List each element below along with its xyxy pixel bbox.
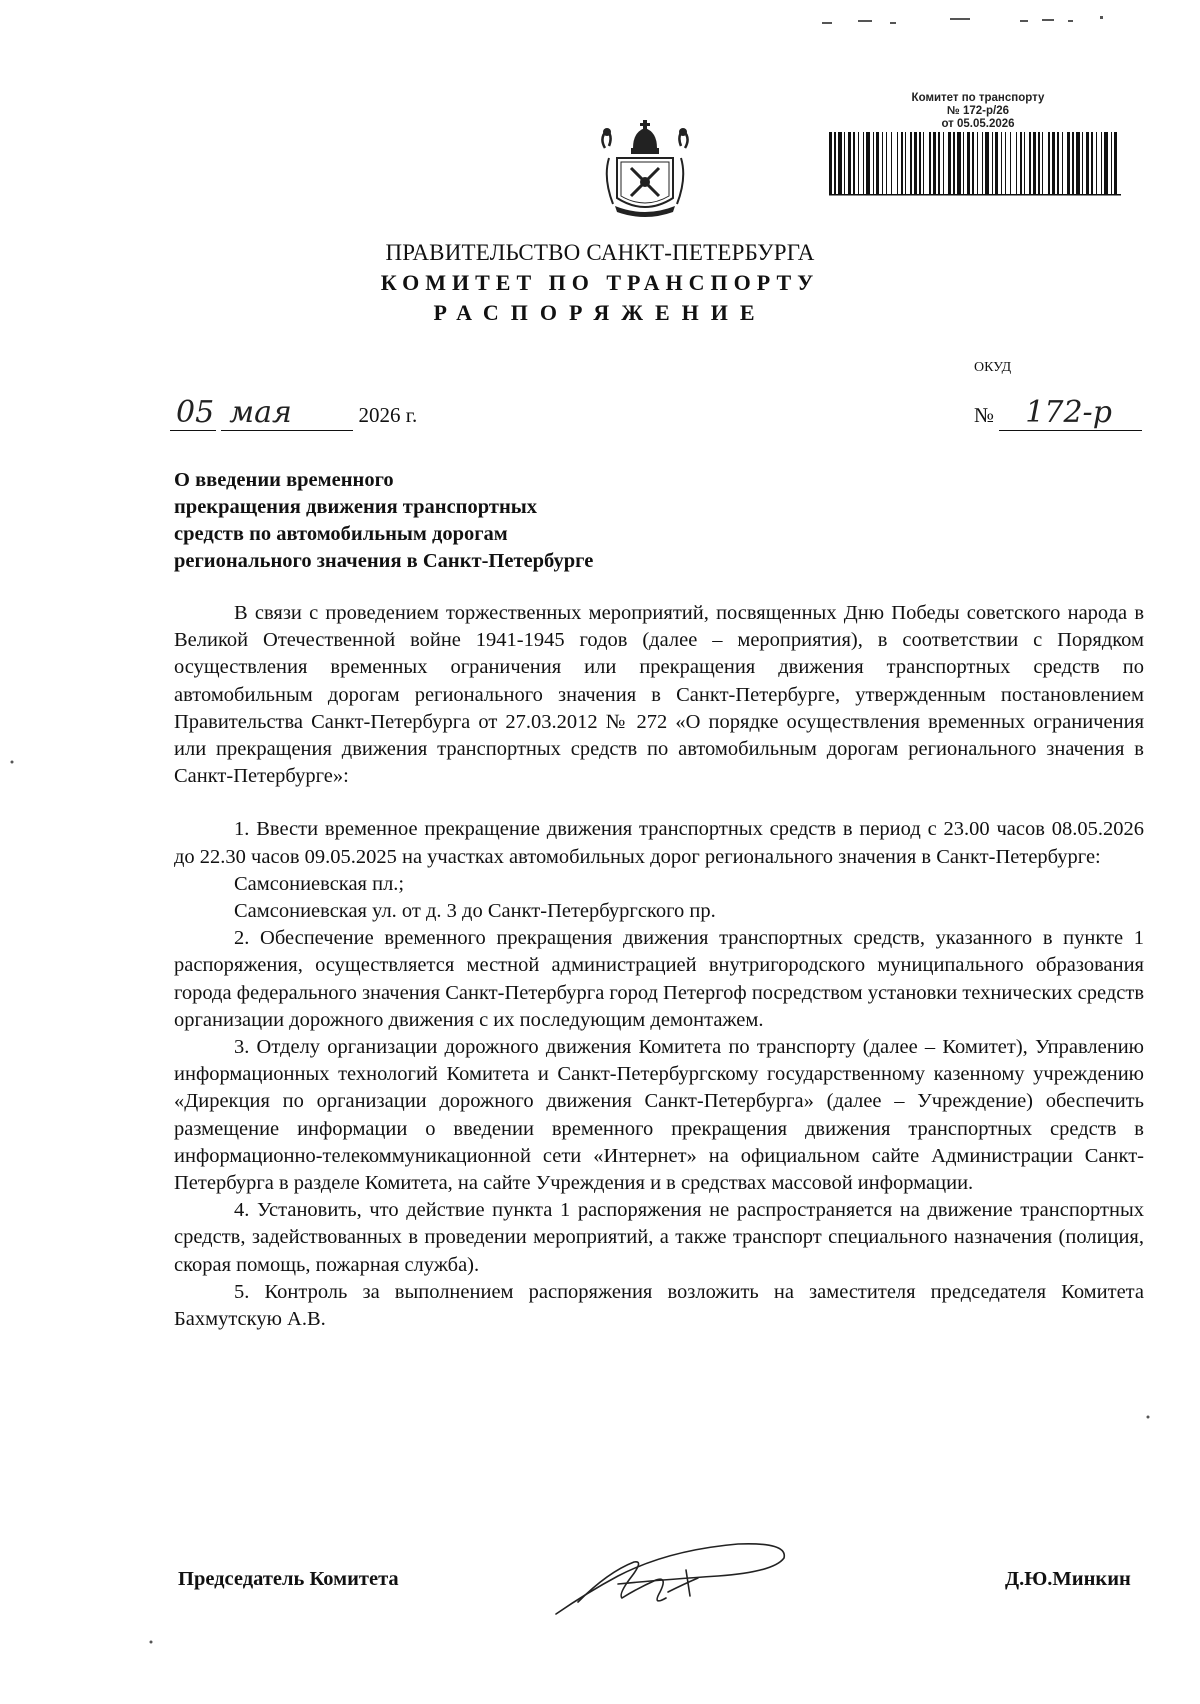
coat-of-arms-icon bbox=[595, 118, 695, 220]
date-year: 2026 г. bbox=[358, 403, 418, 427]
handwritten-signature-icon bbox=[548, 1532, 808, 1622]
preamble-paragraph: В связи с проведением торжественных мероприятий, посвященных Дню Победы советского народа в Великой Отечественной войне 1941-1945 годов (далее – мероприятия), в соответствии с Порядком осуществления временных ограничения или прекращения движения транспортных средств по автомобильным дорогам регионального значения в Санкт-Петербурге, утвержденным постановлением Правительства Санкт-Петербурга от 27.03.2012 № 272 «О порядке осуществления временных ограничения или прекращения движения транспортных средств по автомобильным дорогам регионального значения в Санкт-Петербурге»: bbox=[174, 602, 1144, 788]
barcode-icon bbox=[825, 128, 1125, 200]
title-line: прекращения движения транспортных bbox=[174, 496, 538, 518]
stamp-line-3: от 05.05.2026 bbox=[941, 118, 1015, 130]
document-date bbox=[170, 395, 418, 431]
item-5-paragraph: 5. Контроль за выполнением распоряжения возложить на заместителя председателя Комитета Бахмутскую А.В. bbox=[174, 1280, 1144, 1331]
title-line: регионального значения в Санкт-Петербурге bbox=[174, 550, 594, 572]
handwritten-number: 172-р bbox=[999, 398, 1142, 431]
stamp-line-2: № 172-р/26 bbox=[946, 105, 1010, 117]
document-number bbox=[974, 395, 1142, 431]
item-2-paragraph: 2. Обеспечение временного прекращения движения транспортных средств, указанного в пункте 1 распоряжения, осуществляется местной администрацией внутригородского муниципального образования города федерального значения Санкт-Петербурга город Петергоф посредством установки технических средств организации дорожного движения с их последующим демонтажем. bbox=[174, 927, 1144, 1031]
title-line: О введении временного bbox=[174, 469, 394, 491]
document-body bbox=[174, 600, 1144, 1333]
okud-label: ОКУД bbox=[974, 360, 1012, 375]
title-line: средств по автомобильным дорогам bbox=[174, 523, 508, 545]
handwritten-day: 05 bbox=[170, 398, 216, 431]
handwritten-month: мая bbox=[221, 398, 353, 431]
stamp-line-1: Комитет по транспорту bbox=[911, 92, 1045, 104]
document-type-heading: РАСПОРЯЖЕНИЕ bbox=[433, 300, 767, 325]
item-1-road-2: Самсониевская ул. от д. 3 до Санкт-Петербургского пр. bbox=[234, 900, 716, 923]
document-title bbox=[174, 467, 734, 575]
government-heading: ПРАВИТЕЛЬСТВО САНКТ-ПЕТЕРБУРГА bbox=[385, 240, 815, 265]
item-3-paragraph: 3. Отделу организации дорожного движения Комитета по транспорту (далее – Комитет), Управлению информационных технологий Комитета и Санкт-Петербургскому государственному казенному учреждению «Дирекция по организации дорожного движения Санкт-Петербурга» (далее – Учреждение) обеспечить размещение информации о введении временного прекращения движения транспортных средств в информационно-телекоммуникационной сети «Интернет» на официальном сайте Администрации Санкт-Петербурга в разделе Комитета, на сайте Учреждения и в средствах массовой информации. bbox=[174, 1036, 1144, 1195]
registration-stamp bbox=[818, 92, 1138, 131]
number-sign: № bbox=[974, 403, 995, 427]
item-1-paragraph: 1. Ввести временное прекращение движения транспортных средств в период с 23.00 часов 08.05.2026 до 22.30 часов 09.05.2025 на участках автомобильных дорог регионального значения в Санкт-Петербурге: bbox=[174, 818, 1144, 868]
signatory-position: Председатель Комитета bbox=[178, 1568, 399, 1590]
item-1-road-1: Самсониевская пл.; bbox=[234, 872, 405, 895]
item-4-paragraph: 4. Установить, что действие пункта 1 распоряжения не распространяется на движение транспортных средств, задействованных в проведении мероприятий, а также транспорт специального назначения (полиция, скорая помощь, пожарная служба). bbox=[174, 1199, 1144, 1276]
committee-heading: КОМИТЕТ ПО ТРАНСПОРТУ bbox=[380, 270, 820, 295]
signatory-name: Д.Ю.Минкин bbox=[1005, 1568, 1131, 1590]
